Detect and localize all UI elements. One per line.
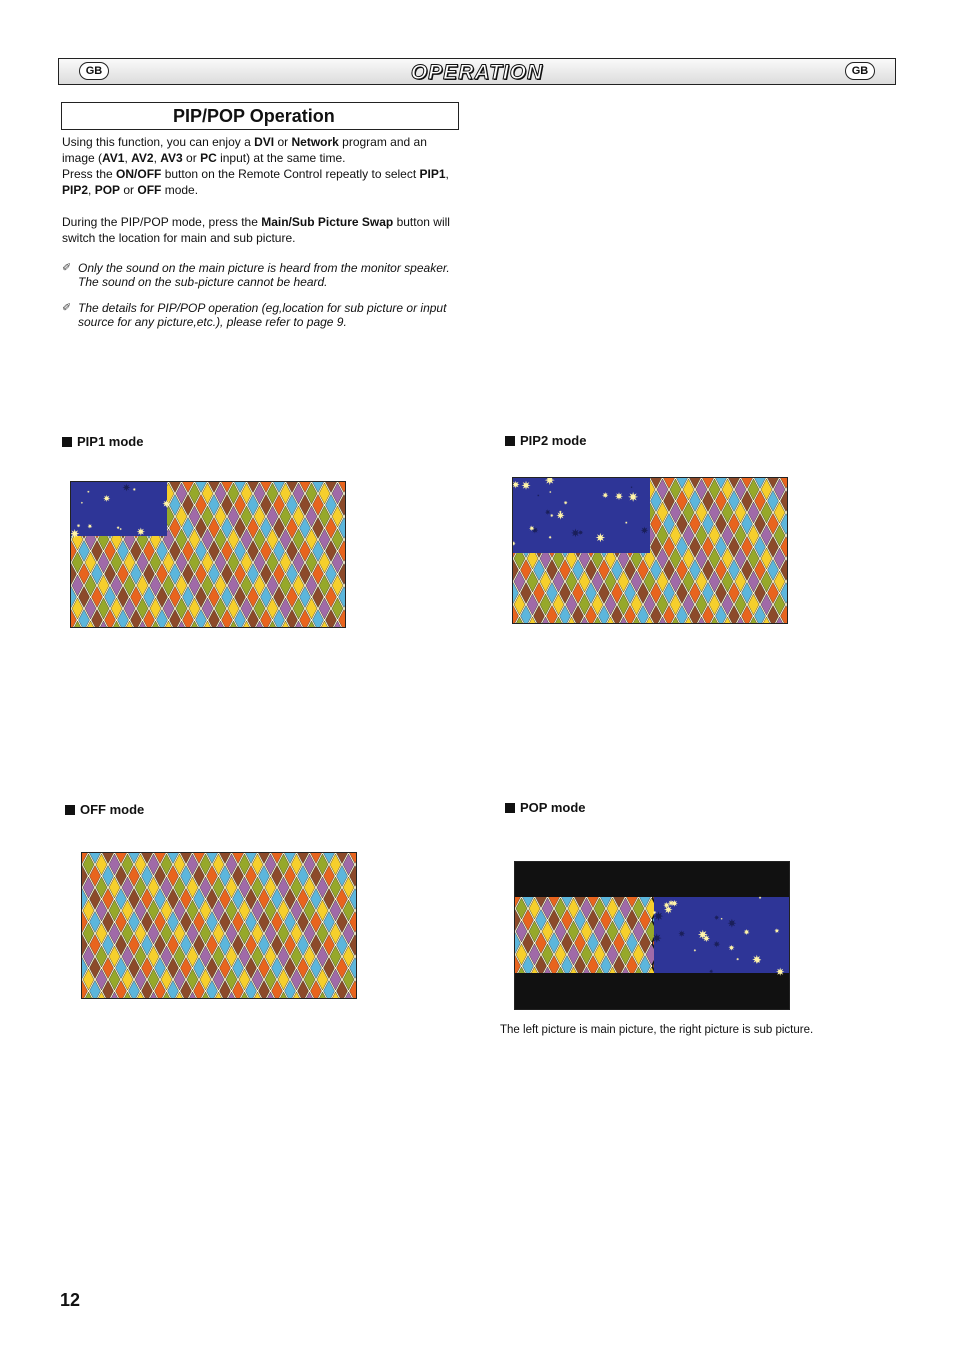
language-badge-right: GB [845, 62, 875, 80]
off-screen [81, 852, 357, 999]
square-bullet-icon [505, 803, 515, 813]
swap-paragraph: During the PIP/POP mode, press the Main/Sub Picture Swap button will switch the location for main and sub picture. [62, 215, 450, 245]
note-sound [62, 261, 457, 289]
diamond-pattern [82, 853, 356, 998]
page-number: 12 [60, 1290, 81, 1310]
note-sound-text: Only the sound on the main picture is heard from the monitor speaker. The sound on the sub-picture cannot be heard. [78, 261, 450, 289]
section-title: PIP/POP Operation [61, 102, 459, 130]
star-picture [513, 478, 650, 553]
pencil-icon: ✐ [62, 262, 72, 274]
pop-screen [514, 861, 790, 1010]
pip2-mode-label: PIP2 mode [505, 433, 586, 448]
header-bar [58, 58, 896, 85]
pop-caption: The left picture is main picture, the right picture is sub picture. [500, 1024, 814, 1036]
star-picture [652, 896, 789, 976]
page-title: OPERATION [410, 61, 544, 84]
star-picture [71, 482, 170, 538]
language-badge-left: GB [79, 62, 109, 80]
pencil-icon: ✐ [62, 302, 72, 314]
pip1-screen [70, 481, 346, 628]
intro-paragraph: Using this function, you can enjoy a DVI or Network program and an image (AV1, AV2, AV3 or PC input) at the same time. Press the ON/OFF button on the Remote Control repeatly to select PIP1, PIP2, POP or OFF mode. [62, 135, 449, 197]
square-bullet-icon [62, 437, 72, 447]
pip1-mode-label: PIP1 mode [62, 434, 143, 449]
square-bullet-icon [505, 436, 515, 446]
off-mode-label: OFF mode [65, 802, 144, 817]
pip2-screen [512, 477, 788, 624]
square-bullet-icon [65, 805, 75, 815]
pop-mode-label: POP mode [505, 800, 586, 815]
note-details-text: The details for PIP/POP operation (eg,location for sub picture or input source for any picture,etc.), please refer to page 9. [78, 301, 447, 329]
note-details [62, 301, 457, 329]
